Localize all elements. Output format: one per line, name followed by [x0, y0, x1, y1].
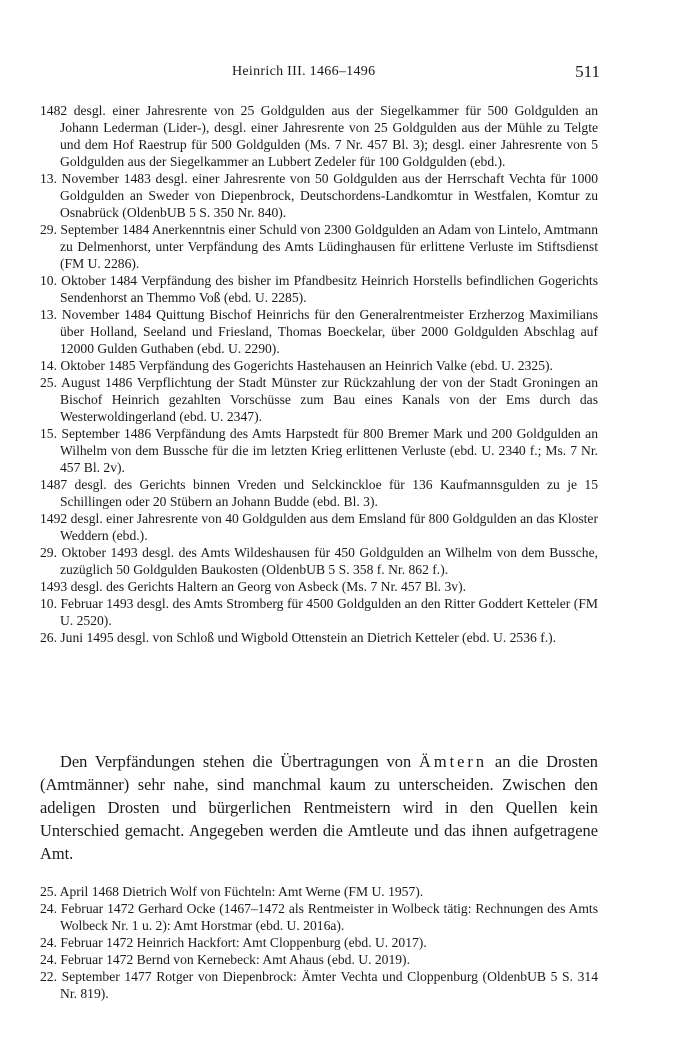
paragraph-text-start: Den Verpfändungen stehen die Übertragungen von [60, 752, 419, 771]
list-item: 13. November 1483 desgl. einer Jahresrente von 50 Goldgulden aus der Herrschaft Vechta für 1000 Goldgulden an Sweder von Diepenbrock, Deutschordens-Landkomtur in Westfalen, Komtur zu Osnabrück (OldenbUB 5 S. 350 Nr. 840). [40, 171, 598, 220]
list-item: 1492 desgl. einer Jahresrente von 40 Goldgulden aus dem Emsland für 800 Goldgulden an das Kloster Weddern (ebd.). [40, 511, 598, 543]
list-item: 14. Oktober 1485 Verpfändung des Gogerichts Hastehausen an Heinrich Valke (ebd. U. 2325). [40, 358, 553, 373]
list-item: 1482 desgl. einer Jahresrente von 25 Goldgulden aus der Siegelkammer für 500 Goldgulden an Johann Lederman (Lider-), desgl. einer Jahresrente von 25 Goldgulden aus der Mühle zu Telgte und dem Hof Raestrup für 500 Goldgulden (Ms. 7 Nr. 457 Bl. 3); desgl. einer Jahresrente von 5 Goldgulden aus der Siegelkammer an Lubbert Zedeler für 100 Goldgulden (ebd.). [40, 103, 598, 169]
running-title: Heinrich III. 1466–1496 [232, 64, 376, 79]
list-item: 29. September 1484 Anerkenntnis einer Schuld von 2300 Goldgulden an Adam von Lintelo, Amtmann zu Delmenhorst, unter Verpfändung des Amts Lüdinghausen für erlittene Verluste im Stiftsdienst (FM U. 2286). [40, 222, 598, 271]
page-header [0, 62, 700, 82]
list-item: 25. April 1468 Dietrich Wolf von Füchteln: Amt Werne (FM U. 1957). [40, 884, 424, 899]
pledge-list [40, 102, 598, 646]
list-item: 24. Februar 1472 Gerhard Ocke (1467–1472 als Rentmeister in Wolbeck tätig: Rechnungen des Amts Wolbeck Nr. 1 u. 2): Amt Horstmar (ebd. U. 2016a). [40, 901, 598, 933]
list-item: 25. August 1486 Verpflichtung der Stadt Münster zur Rückzahlung der von der Stadt Groningen an Bischof Heinrich gezahlten Vorschüsse zum Bau eines Kanals von der Ems durch das Westerwoldingerland (ebd. U. 2347). [40, 375, 598, 424]
page-number: 511 [575, 62, 600, 81]
list-item: 10. Oktober 1484 Verpfändung des bisher im Pfandbesitz Heinrich Horstells befindlichen Gogerichts Sendenhorst an Themmo Voß (ebd. U. 2285). [40, 273, 598, 305]
list-item: 22. September 1477 Rotger von Diepenbrock: Ämter Vechta und Cloppenburg (OldenbUB 5 S. 314 Nr. 819). [40, 969, 598, 1001]
list-item: 24. Februar 1472 Bernd von Kernebeck: Amt Ahaus (ebd. U. 2019). [40, 952, 410, 967]
list-item: 10. Februar 1493 desgl. des Amts Stromberg für 4500 Goldgulden an den Ritter Goddert Ketteler (FM U. 2520). [40, 596, 598, 628]
list-item: 1493 desgl. des Gerichts Haltern an Georg von Asbeck (Ms. 7 Nr. 457 Bl. 3v). [40, 579, 466, 594]
list-item: 13. November 1484 Quittung Bischof Heinrichs für den Generalrentmeister Erzherzog Maximilians über Holland, Seeland und Friesland, Thomas Boeckelar, über 2000 Goldgulden Abschlag auf 12000 Gulden Guthaben (ebd. U. 2290). [40, 307, 598, 356]
list-item: 15. September 1486 Verpfändung des Amts Harpstedt für 800 Bremer Mark und 200 Goldgulden an Wilhelm von dem Bussche für die im letzten Krieg erlittenen Verluste (ebd. U. 2340 f.; Ms. 7 Nr. 457 Bl. 2v). [40, 426, 598, 475]
list-item: 29. Oktober 1493 desgl. des Amts Wildeshausen für 450 Goldgulden an Wilhelm von dem Bussche, zuzüglich 50 Goldgulden Baukosten (OldenbUB 5 S. 358 f. Nr. 862 f.). [40, 545, 598, 577]
body-paragraph [40, 750, 598, 865]
paragraph-text-end: an die Drosten (Amtmänner) sehr nahe, sind manchmal kaum zu unterscheiden. Zwischen den adeligen Drosten und bürgerlichen Rentmeistern wird in den Quellen kein Unterschied gemacht. Angegeben werden die Amtleute und das ihnen aufgetragene Amt. [40, 752, 598, 863]
list-item: 24. Februar 1472 Heinrich Hackfort: Amt Cloppenburg (ebd. U. 2017). [40, 935, 427, 950]
list-item: 1487 desgl. des Gerichts binnen Vreden und Selckinckloe für 136 Kaufmannsgulden zu je 15 Schillingen oder 20 Stübern an Johann Budde (ebd. Bl. 3). [40, 477, 598, 509]
office-list [40, 883, 598, 1002]
list-item: 26. Juni 1495 desgl. von Schloß und Wigbold Ottenstein an Dietrich Ketteler (ebd. U. 2536 f.). [40, 630, 557, 645]
emphasized-term: Ämtern [419, 752, 488, 771]
